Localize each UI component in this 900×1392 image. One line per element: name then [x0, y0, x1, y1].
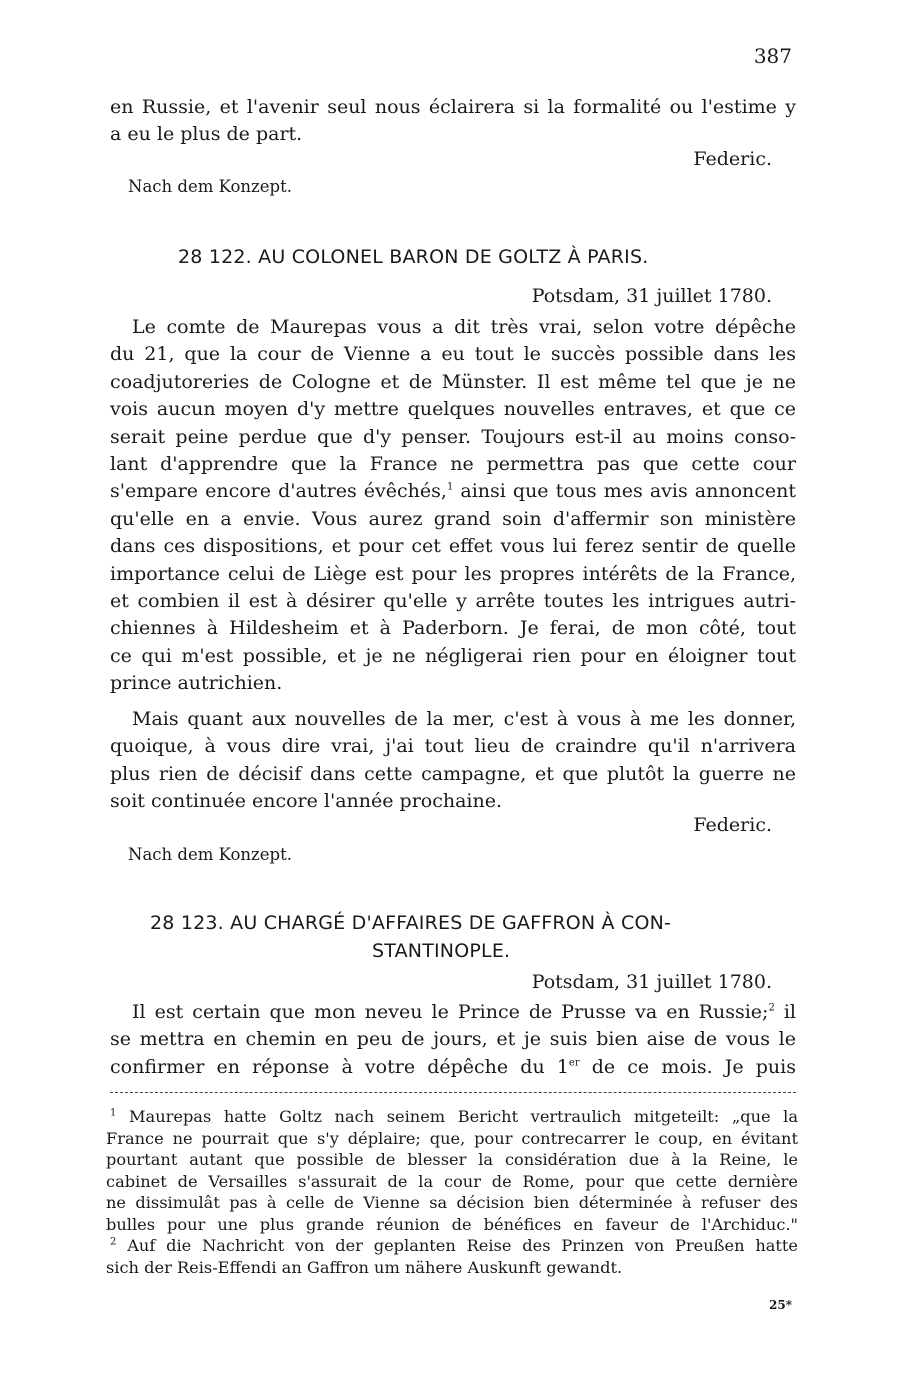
text-line: dans ces dispositions, et pour cet effet vous lui ferez sentir de quelle [110, 535, 796, 558]
text-line: serait peine perdue que d'y penser. Toujours est-il au moins conso- [110, 425, 796, 448]
text-line: pourtant autant que possible de blesser la considération due à la Reine, le [106, 1150, 798, 1169]
sheet-signature-mark: 25* [769, 1298, 792, 1312]
footnote-marker: 2 [110, 1236, 117, 1248]
text-line [110, 478, 796, 505]
text-line: sich der Reis-Effendi an Gaffron um nähere Auskunft gewandt. [106, 1257, 623, 1277]
text-line: et combien il est à désirer qu'elle y arrête toutes les intrigues autri- [110, 590, 796, 613]
text-line: du 21, que la cour de Vienne a eu tout le succès possible dans les [110, 343, 796, 366]
text-line [110, 1054, 796, 1081]
superscript: er [568, 1057, 580, 1069]
signature: Federic. [693, 814, 772, 836]
text-line: a eu le plus de part. [110, 123, 303, 146]
letter-paragraph [110, 999, 796, 1081]
text-line [110, 999, 796, 1026]
text-line: en Russie, et l'avenir seul nous éclairera si la formalité ou l'estime y [110, 96, 796, 118]
text-fragment: Maurepas hatte Goltz nach seinem Bericht vertraulich mitgeteilt: „que la [128, 1107, 798, 1126]
letter-paragraph [110, 314, 796, 698]
letter-heading: STANTINOPLE. [372, 940, 511, 962]
text-fragment: Il est certain que mon neveu le Prince de Prusse va en Russie; [132, 1001, 769, 1023]
text-line: bulles pour une plus grande réunion de bénéfices en faveur de l'Archiduc." [106, 1214, 798, 1234]
page-number: 387 [753, 44, 792, 68]
text-fragment: Auf die Nachricht von der geplanten Reise des Prinzen von Preußen hatte [127, 1236, 798, 1255]
letter-date: Potsdam, 31 juillet 1780. [531, 971, 772, 993]
text-line: Mais quant aux nouvelles de la mer, c'est à vous à me les donner, [132, 708, 796, 730]
letter-heading: 28 123. AU CHARGÉ D'AFFAIRES DE GAFFRON À CON- [150, 912, 672, 934]
text-line: ne dissimulât pas à celle de Vienne sa décision bien déterminée à refuser des [106, 1193, 798, 1212]
text-fragment: il [774, 1001, 796, 1023]
text-line: quoique, à vous dire vrai, j'ai tout lieu de craindre qu'il n'arrivera [110, 735, 796, 758]
text-line: ce qui m'est possible, et je ne négligerai rien pour en éloigner tout [110, 644, 796, 667]
text-line: cabinet de Versailles s'assurait de la cour de Rome, pour que cette dernière [106, 1171, 798, 1191]
footnote-ref: 2 [768, 1002, 775, 1014]
text-line: coadjutoreries de Cologne et de Münster. Il est même tel que je ne [110, 370, 796, 393]
text-fragment: s'empare encore d'autres évêchés, [110, 480, 447, 503]
text-line: soit continuée encore l'année prochaine. [110, 790, 503, 813]
text-line: se mettra en chemin en peu de jours, et je suis bien aise de vous le [110, 1028, 796, 1051]
text-fragment: ainsi que tous mes avis annoncent [453, 480, 797, 503]
text-line: Le comte de Maurepas vous a dit très vrai, selon votre dépêche [132, 316, 796, 338]
letter-paragraph [110, 706, 796, 816]
text-line: vois aucun moyen d'y mettre quelques nouvelles entraves, et que ce [110, 398, 796, 421]
text-line: prince autrichien. [110, 672, 283, 695]
footnote [106, 1106, 798, 1278]
intro-text [110, 94, 796, 149]
text-fragment: confirmer en réponse à votre dépêche du 1 [110, 1055, 569, 1078]
footnote-marker: 1 [110, 1107, 117, 1119]
text-line: lant d'apprendre que la France ne permettra pas que cette cour [110, 453, 796, 476]
text-fragment: de ce mois. Je puis [579, 1055, 796, 1078]
signature: Federic. [693, 148, 772, 170]
letter-date: Potsdam, 31 juillet 1780. [531, 285, 772, 307]
source-note: Nach dem Konzept. [128, 177, 292, 196]
letter-heading: 28 122. AU COLONEL BARON DE GOLTZ À PARIS. [178, 246, 649, 268]
text-line: qu'elle en a envie. Vous aurez grand soin d'affermir son ministère [110, 507, 796, 530]
text-line [106, 1106, 798, 1128]
text-line: chiennes à Hildesheim et à Paderborn. Je ferai, de mon côté, tout [110, 617, 796, 640]
text-line: importance celui de Liège est pour les propres intérêts de la France, [110, 562, 796, 585]
text-line: plus rien de décisif dans cette campagne, et que plutôt la guerre ne [110, 762, 796, 785]
text-line: France ne pourrait que s'y déplaire; que, pour contrecarrer le coup, en évitant [106, 1128, 798, 1148]
footnote-divider [110, 1092, 796, 1093]
text-line [106, 1235, 798, 1257]
source-note: Nach dem Konzept. [128, 845, 292, 864]
footnote-ref: 1 [446, 482, 454, 494]
